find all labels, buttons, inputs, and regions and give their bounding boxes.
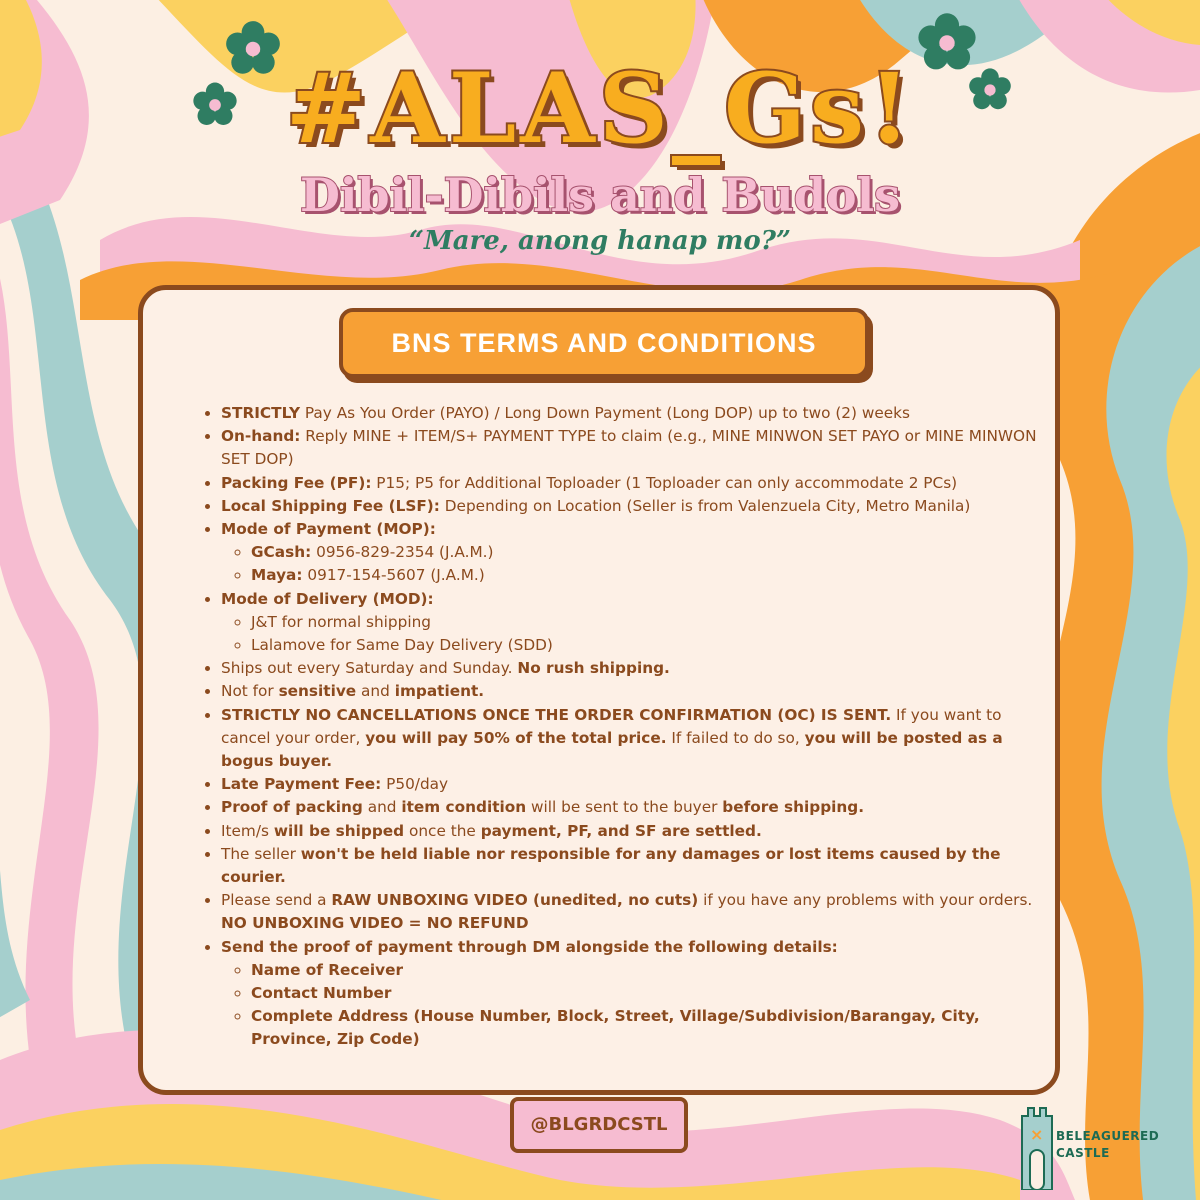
list-item: ◦ Name of Receiver <box>251 959 1051 982</box>
list-item: ◦ J&T for normal shipping <box>251 611 1051 634</box>
list-item: • Send the proof of payment through DM alongside the following details: ◦ Name of Receiver ◦ Contact Number ◦ Complete Address (House Number, Block, Street, Village/Subdivision/Barangay, City, Province, Zip Code) <box>221 936 1051 1052</box>
list-item: • The seller won't be held liable nor responsible for any damages or lost items caused by the courier. <box>221 843 1051 889</box>
list-item: • Please send a RAW UNBOXING VIDEO (unedited, no cuts) if you have any problems with your orders. NO UNBOXING VIDEO = NO REFUND <box>221 889 1051 935</box>
list-item: • Local Shipping Fee (LSF): Depending on Location (Seller is from Valenzuela City, Metro Manila) <box>221 495 1051 518</box>
list-item: • On-hand: Reply MINE + ITEM/S+ PAYMENT TYPE to claim (e.g., MINE MINWON SET PAYO or MINE MINWON SET DOP) <box>221 425 1051 471</box>
social-handle: @BLGRDCSTL <box>510 1097 688 1153</box>
page-subtitle: Dibil-Dibils and Budols <box>300 168 900 222</box>
list-item: • STRICTLY Pay As You Order (PAYO) / Long Down Payment (Long DOP) up to two (2) weeks <box>221 402 1051 425</box>
buyer-details <box>221 959 1051 1052</box>
terms-list <box>195 402 1051 1052</box>
list-item: • Mode of Payment (MOP): ◦ GCash: 0956-829-2354 (J.A.M.) ◦ Maya: 0917-154-5607 (J.A.M.) <box>221 518 1051 588</box>
list-item: ◦ Maya: 0917-154-5607 (J.A.M.) <box>251 564 1051 587</box>
list-item: • Item/s will be shipped once the payment, PF, and SF are settled. <box>221 820 1051 843</box>
list-item: ◦ Contact Number <box>251 982 1051 1005</box>
header <box>0 0 1200 290</box>
payment-methods <box>221 541 1051 587</box>
terms-card <box>138 285 1060 1095</box>
svg-text:×: × <box>1030 1125 1044 1144</box>
logo-wordmark: BELEAGUERED CASTLE <box>1056 1129 1160 1160</box>
list-item: • Mode of Delivery (MOD): ◦ J&T for normal shipping ◦ Lalamove for Same Day Delivery (SDD) <box>221 588 1051 658</box>
delivery-methods <box>221 611 1051 657</box>
list-item: ◦ Lalamove for Same Day Delivery (SDD) <box>251 634 1051 657</box>
list-item: • STRICTLY NO CANCELLATIONS ONCE THE ORDER CONFIRMATION (OC) IS SENT. If you want to cancel your order, you will pay 50% of the total price. If failed to do so, you will be posted as a bogus buyer. <box>221 704 1051 774</box>
list-item: ◦ GCash: 0956-829-2354 (J.A.M.) <box>251 541 1051 564</box>
terms-heading: BNS TERMS AND CONDITIONS <box>339 308 869 378</box>
list-item: • Not for sensitive and impatient. <box>221 680 1051 703</box>
list-item: • Late Payment Fee: P50/day <box>221 773 1051 796</box>
list-item: • Packing Fee (PF): P15; P5 for Additional Toploader (1 Toploader can only accommodate 2 PCs) <box>221 472 1051 495</box>
tagline: “Mare, anong hanap mo?” <box>409 226 791 256</box>
list-item: • Ships out every Saturday and Sunday. No rush shipping. <box>221 657 1051 680</box>
page-title: #ALAS_Gs! <box>285 52 915 165</box>
list-item: • Proof of packing and item condition will be sent to the buyer before shipping. <box>221 796 1051 819</box>
list-item: ◦ Complete Address (House Number, Block, Street, Village/Subdivision/Barangay, City, Province, Zip Code) <box>251 1005 1051 1051</box>
